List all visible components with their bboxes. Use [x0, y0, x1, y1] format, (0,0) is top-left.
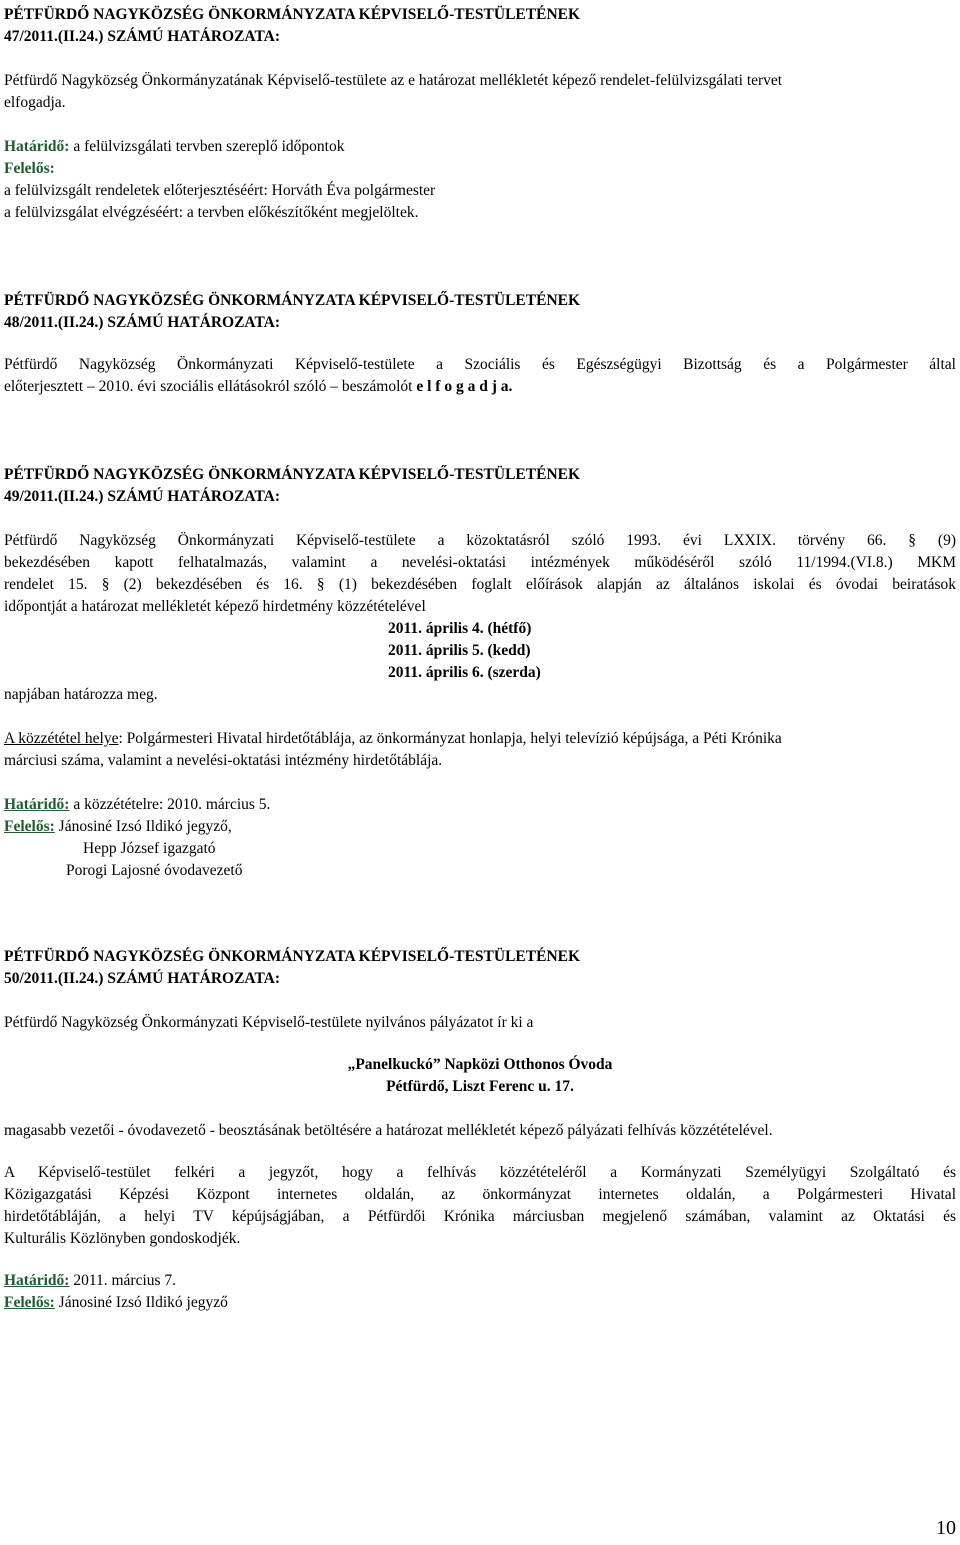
responsible-1: Jánosiné Izsó Ildikó jegyző,	[58, 818, 232, 835]
resolution-50-text-1: Pétfürdő Nagyközség Önkormányzati Képviselő-testülete nyilvános pályázatot ír ki a	[4, 1014, 534, 1031]
resolution-50-title: PÉTFÜRDŐ NAGYKÖZSÉG ÖNKORMÁNYZATA KÉPVISELŐ-TESTÜLETÉNEK	[4, 948, 581, 965]
resolution-48-text-1: Pétfürdő Nagyközség Önkormányzati Képviselő-testülete a Szociális és Egészségügyi Bizottság és a Polgármester által	[4, 356, 956, 373]
resolution-47-text-1: Pétfürdő Nagyközség Önkormányzatának Képviselő-testülete az e határozat mellékletét képező rendelet-felülvizsgálati tervet	[4, 72, 783, 89]
resolution-48-text-2a: előterjesztett – 2010. évi szociális ellátásokról szóló – beszámolót	[4, 378, 413, 395]
resolution-47-deadline	[4, 136, 956, 158]
deadline-text: a közzétételre: 2010. március 5.	[73, 796, 271, 813]
resolution-50-text-4: Közigazgatási Képzési Központ internetes oldalán, az önkormányzat internetes oldalán, a Polgármesteri Hivatal	[4, 1186, 956, 1203]
deadline-label: Határidő:	[4, 138, 70, 155]
resolution-49-text-4: időpontját a határozat mellékletét képező hirdetmény közzétételével	[4, 598, 426, 615]
enrollment-date-2: 2011. április 5. (kedd)	[388, 642, 531, 659]
resolution-49-number: 49/2011.(II.24.) SZÁMÚ HATÁROZATA:	[4, 488, 280, 505]
resolution-50-text-6: Kulturális Közlönyben gondoskodjék.	[4, 1230, 241, 1247]
page-number: 10	[936, 1517, 956, 1539]
resolution-49-publication-2: márciusi száma, valamint a nevelési-oktatási intézmény hirdetőtáblája.	[4, 752, 443, 769]
resolution-49-responsible	[4, 816, 956, 838]
resolution-48-number: 48/2011.(II.24.) SZÁMÚ HATÁROZATA:	[4, 314, 280, 331]
publication-label: A közzététel helye	[4, 730, 119, 747]
resolution-48-text-2	[4, 376, 956, 398]
resolution-50-number: 50/2011.(II.24.) SZÁMÚ HATÁROZATA:	[4, 970, 280, 987]
resolution-50-text-5: hirdetőtábláján, a helyi TV képújságjában, a Pétfürdői Krónika márciusban megjelenő számában, valamint az Oktatási és	[4, 1208, 956, 1225]
resolution-49-text-3: rendelet 15. § (2) bekezdésében és 16. § (1) bekezdésében foglalt előírások alapján az általános iskolai és óvodai beiratások	[4, 576, 956, 593]
resolution-47-title: PÉTFÜRDŐ NAGYKÖZSÉG ÖNKORMÁNYZATA KÉPVISELŐ-TESTÜLETÉNEK	[4, 6, 581, 23]
enrollment-date-1: 2011. április 4. (hétfő)	[388, 620, 532, 637]
institution-address: Pétfürdő, Liszt Ferenc u. 17.	[386, 1078, 574, 1095]
resolution-50-deadline	[4, 1270, 956, 1292]
responsible-label: Felelős:	[4, 1294, 55, 1311]
institution-name: „Panelkuckó” Napközi Otthonos Óvoda	[347, 1056, 613, 1073]
resolution-49-text-2: bekezdésében kapott felhatalmazás, valamint a nevelési-oktatási intézmények működéséről szóló 11/1994.(VI.8.) MKM	[4, 554, 956, 571]
deadline-label: Határidő:	[4, 796, 70, 813]
responsible-text: Jánosiné Izsó Ildikó jegyző	[58, 1294, 228, 1311]
resolution-47-responsible	[4, 158, 956, 180]
resolution-49-title: PÉTFÜRDŐ NAGYKÖZSÉG ÖNKORMÁNYZATA KÉPVISELŐ-TESTÜLETÉNEK	[4, 466, 581, 483]
resolution-47-responsible-2: a felülvizsgálat elvégzéséért: a tervben előkészítőként megjelöltek.	[4, 204, 419, 221]
resolution-49-text-5: napjában határozza meg.	[4, 686, 158, 703]
resolution-47-responsible-1: a felülvizsgált rendeletek előterjesztéséért: Horváth Éva polgármester	[4, 182, 436, 199]
resolution-49-publication-1	[4, 728, 956, 750]
resolution-48-title: PÉTFÜRDŐ NAGYKÖZSÉG ÖNKORMÁNYZATA KÉPVISELŐ-TESTÜLETÉNEK	[4, 292, 581, 309]
responsible-label: Felelős:	[4, 818, 55, 835]
responsible-2: Hepp József igazgató	[83, 840, 216, 857]
deadline-text: a felülvizsgálati tervben szereplő időpontok	[73, 138, 345, 155]
publication-text: : Polgármesteri Hivatal hirdetőtáblája, az önkormányzat honlapja, helyi televízió képújsága, a Péti Krónika	[118, 730, 782, 747]
enrollment-date-3: 2011. április 6. (szerda)	[388, 664, 541, 681]
resolution-50-text-2: magasabb vezetői - óvodavezető - beosztásának betöltésére a határozat mellékletét képező pályázati felhívás közzétételével.	[4, 1122, 773, 1139]
resolution-48-decision: e l f o g a d j a.	[416, 378, 513, 395]
responsible-label: Felelős:	[4, 160, 55, 177]
resolution-47-text-2: elfogadja.	[4, 94, 66, 111]
resolution-50-responsible	[4, 1292, 956, 1314]
deadline-label: Határidő:	[4, 1272, 70, 1289]
resolution-49-deadline	[4, 794, 956, 816]
resolution-47-number: 47/2011.(II.24.) SZÁMÚ HATÁROZATA:	[4, 28, 280, 45]
responsible-3: Porogi Lajosné óvodavezető	[66, 862, 243, 879]
resolution-49-text-1: Pétfürdő Nagyközség Önkormányzati Képviselő-testülete a közoktatásról szóló 1993. évi LXXIX. törvény 66. § (9)	[4, 532, 956, 549]
resolution-50-text-3: A Képviselő-testület felkéri a jegyzőt, hogy a felhívás közzétételéről a Kormányzati Személyügyi Szolgáltató és	[4, 1164, 956, 1181]
deadline-text: 2011. március 7.	[73, 1272, 177, 1289]
